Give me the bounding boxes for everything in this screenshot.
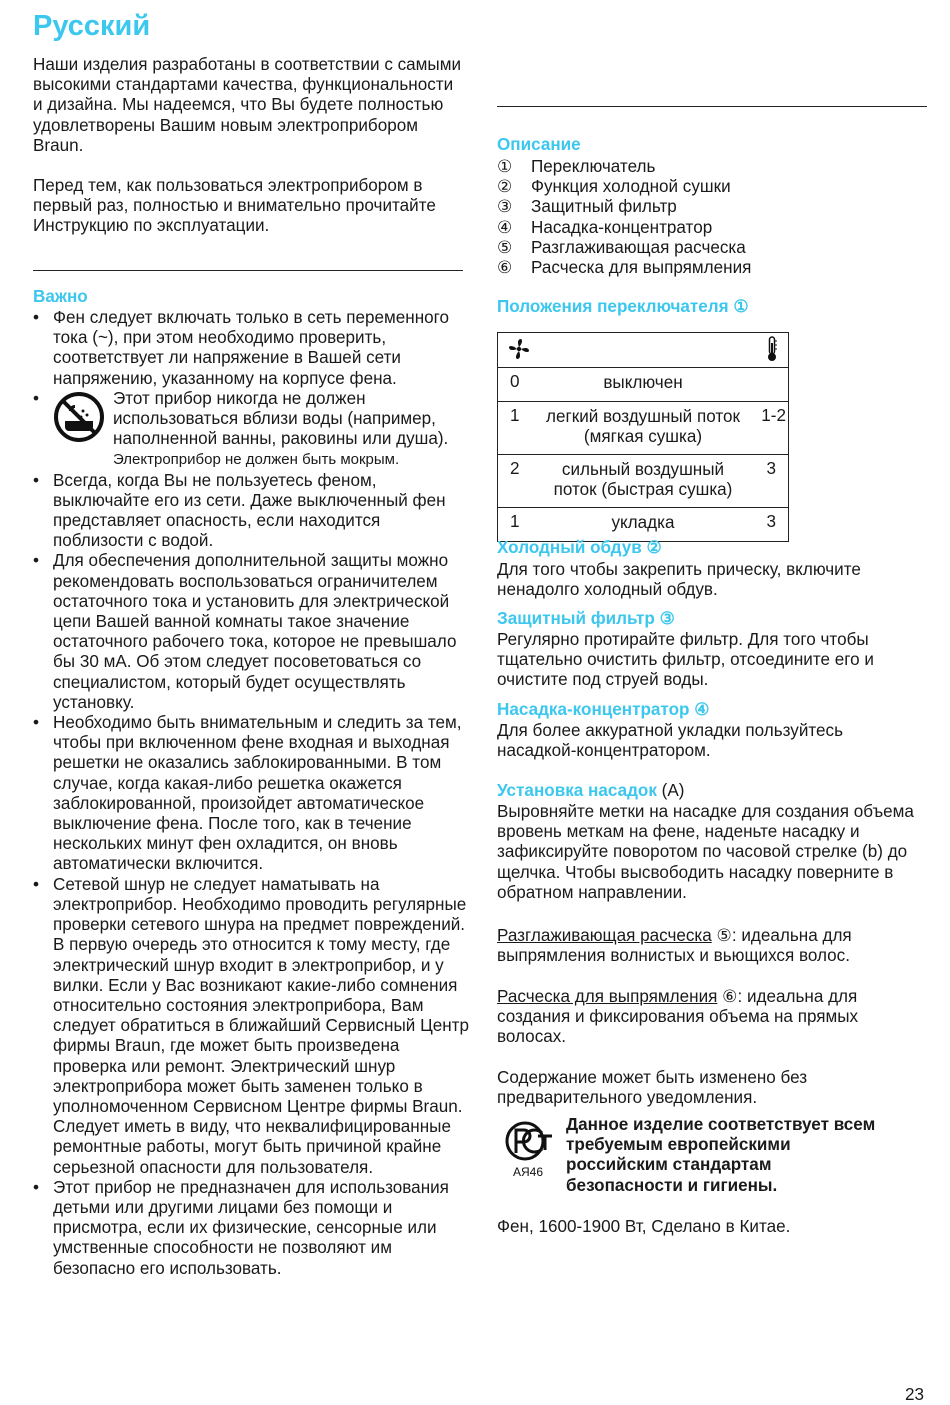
page-title: Русский	[33, 10, 151, 42]
thermometer-icon	[766, 336, 778, 362]
no-water-icon	[53, 391, 105, 443]
list-item: ⑥ Расческа для выпрямления	[497, 258, 752, 278]
intro-section	[33, 55, 463, 237]
bullet-icon: •	[33, 388, 39, 408]
cold-shot-text: Для того чтобы закрепить прическу, включите ненадолго холодный обдув.	[497, 560, 861, 600]
pct-certification-logo	[500, 1120, 556, 1180]
divider	[497, 106, 927, 107]
list-item: • Этот прибор никогда не должен использоваться вблизи воды (например, наполненной ванны, раковины или душа). Электроприбор не должен быть мокрым.	[33, 388, 449, 469]
warning-note: Электроприбор не должен быть мокрым.	[113, 451, 400, 469]
list-item: • Для обеспечения дополнительной защиты можно рекомендовать воспользоваться ограничителем остаточного тока и установить для электрической цепи Вашей ванной комнаты такое значение остаточного рабочего тока, которое не превышало бы 30 мА. Об этом следует посоветоваться со специалистом, который будет осуществлять установку.	[33, 551, 457, 712]
table-row: 1 легкий воздушный поток (мягкая сушка) 1-2	[498, 402, 789, 455]
description-heading: Описание	[497, 135, 581, 154]
cold-shot-heading: Холодный обдув ②	[497, 538, 662, 557]
table-row	[498, 333, 789, 368]
intro-paragraph: Перед тем, как пользоваться электроприбором в первый раз, полностью и внимательно прочитайте Инструкцию по эксплуатации.	[33, 176, 436, 236]
page-number: 23	[904, 1385, 924, 1404]
certification-text: Данное изделие соответствует всем требуемым европейскими российским стандартам безопасности и гигиены.	[566, 1115, 876, 1195]
table-row: 1 укладка 3	[498, 508, 789, 542]
attachments-heading: Установка насадок (A)	[497, 781, 685, 800]
attachments-text: Выровняйте метки на насадке для создания объема вровень меткам на фене, наденьте насадку и зафиксируйте поворотом по часовой стрелке (b) до щелчка. Чтобы высвободить насадку поверните в обратном направлении.	[497, 802, 914, 902]
list-item: • Необходимо быть внимательным и следить за тем, чтобы при включенном фене входная и выходная решетки не оказались заблокированными. В том случае, когда какая-либо решетка окажется заблокированной, произойдет автоматическое выключение фена. После того, как в течение нескольких минут фен охладится, он вновь автоматически включится.	[33, 713, 462, 874]
straightening-comb-text: Расческа для выпрямления ⑥: идеальна для создания и фиксирования объема на прямых волосах.	[497, 987, 859, 1047]
list-item: ⑤ Разглаживающая расческа	[497, 237, 746, 257]
switch-heading: Положения переключателя ①	[497, 297, 749, 316]
table-row: 2 сильный воздушный поток (быстрая сушка) 3	[498, 455, 789, 508]
intro-paragraph: Наши изделия разработаны в соответствии с самыми высокими стандартами качества, функциональности и дизайна. Мы надеемся, что Вы будете полностью удовлетворены Вашим новым электроприбором Braun.	[33, 55, 462, 155]
important-heading: Важно	[33, 287, 88, 306]
bullet-icon: •	[33, 470, 39, 490]
bullet-icon: •	[33, 551, 39, 571]
list-item: • Всегда, когда Вы не пользуетесь феном, выключайте его из сети. Даже выключенный фен представляет опасность, если находится поблизости с водой.	[33, 470, 446, 551]
table-row: 0 выключен	[498, 368, 789, 402]
bullet-icon: •	[33, 308, 39, 327]
concentrator-text: Для более аккуратной укладки пользуйтесь насадкой-концентратором.	[497, 721, 843, 761]
list-item: • Сетевой шнур не следует наматывать на электроприбор. Необходимо проводить регулярные проверки сетевого шнура на предмет повреждений. В первую очередь это относится к тому месту, где электрический шнур входит в электроприбор, и у вилки. Если у Вас возникают какие-либо сомнения относительно состояния электроприбора, Вам следует обратиться в ближайший Сервисный Центр фирмы Braun, где может быть произведена проверка или ремонт. Электрический шнур электроприбора может быть заменен только в уполномоченном Сервисном Центре фирмы Braun. Следует иметь в виду, что неквалифицированные ремонтные работы, могут быть причиной крайне серьезной опасности для пользователя.	[33, 874, 470, 1177]
notice-text: Содержание может быть изменено без предварительного уведомления.	[497, 1068, 808, 1108]
bullet-icon: •	[33, 874, 39, 894]
fan-icon	[508, 338, 530, 360]
list-item: ③ Защитный фильтр	[497, 197, 677, 217]
filter-heading: Защитный фильтр ③	[497, 609, 675, 628]
switch-table	[497, 332, 789, 542]
logo-code: АЯ46	[512, 1165, 544, 1179]
smoothing-comb-text: Разглаживающая расческа ⑤: идеальна для выпрямления волнистых и вьющихся волос.	[497, 926, 852, 966]
list-item: ① Переключатель	[497, 157, 656, 176]
bullet-icon: •	[33, 713, 39, 733]
bullet-icon: •	[33, 1177, 39, 1197]
product-info: Фен, 1600-1900 Вт, Сделано в Китае.	[497, 1217, 791, 1236]
important-list	[33, 308, 473, 1279]
list-item: ④ Насадка-концентратор	[497, 217, 713, 237]
filter-text: Регулярно протирайте фильтр. Для того чтобы тщательно очистить фильтр, отсоедините его и очистите под струей воды.	[497, 630, 874, 690]
divider	[33, 270, 463, 271]
list-item: • Этот прибор не предназначен для использования детьми или другими лицами без помощи и присмотра, если их физические, сенсорные или умственные способности не позволяют им безопасно его использовать.	[33, 1177, 449, 1278]
list-item: • Фен следует включать только в сеть переменного тока (~), при этом необходимо проверить, соответствует ли напряжение в Вашей сети напряжению, указанному на корпусе фена.	[33, 308, 450, 388]
description-list	[497, 157, 751, 278]
concentrator-heading: Насадка-концентратор ④	[497, 700, 710, 719]
list-item: ② Функция холодной сушки	[497, 177, 731, 197]
